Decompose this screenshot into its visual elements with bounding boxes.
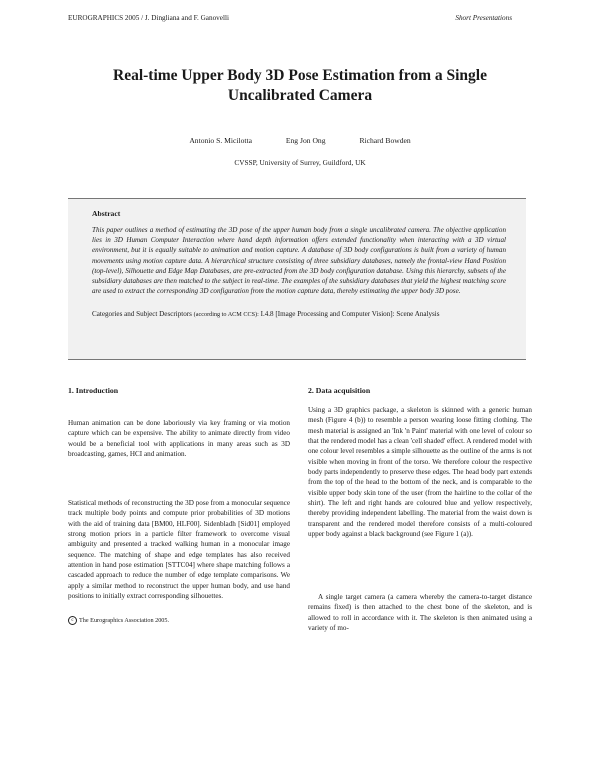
abstract-text: This paper outlines a method of estimating the 3D pose of the upper human body from a single uncalibrated camera. The objective application lies in 3D Human Computer Interaction where hand depth information offers extended functionality when interacting with a 3D virtual environment, but it is equally suitable to animation and motion capture. A database of 3D body configurations is built from a variety of human movements using motion capture data. A hierarchical structure consisting of three subsidiary databases, namely the frontal-view Hand Position (top-level), Silhouette and Edge Map Databases, are pre-extracted from the 3D body configuration database. Using this hierarchy, subsets of the subsidiary databases are then matched to the subject in real-time. The examples of the subsidiary databases that yield the highest matching score are used to extract the corresponding 3D configuration from the motion capture data, thereby estimating the upper body 3D pose. [92, 226, 506, 296]
title-line-1: Real-time Upper Body 3D Pose Estimation from a Single [113, 67, 487, 84]
categories-label: Categories and Subject Descriptors [92, 310, 192, 318]
author-list [0, 136, 600, 145]
categories-text: I.4.8 [Image Processing and Computer Vision]: Scene Analysis [260, 310, 440, 318]
running-header-left: EUROGRAPHICS 2005 / J. Dingliana and F. Ganovelli [68, 14, 229, 22]
running-header-right: Short Presentations [455, 14, 512, 22]
intro-paragraph-1: Human animation can be done laboriously via key framing or via motion capture which can be expensive. The ability to animate directly from video would be a beneficial tool with applications in many areas such as 3D broadcasting, games, HCI and animation. [68, 419, 290, 459]
section-heading-introduction: 1. Introduction [68, 386, 119, 395]
section-heading-data-acquisition: 2. Data acquisition [308, 386, 371, 395]
copyright-symbol-icon: c [68, 616, 77, 625]
author-name: Eng Jon Ong [285, 136, 326, 145]
categories-note: (according to ACM CCS): [193, 311, 259, 318]
intro-paragraph-2: Statistical methods of reconstructing the 3D pose from a monocular sequence track multiple body points and compute prior probabilities of 3D motions with the aid of training data [BM00, HLF00]. Sidenbladh [Sid01] employed strong motion priors in a particle filter framework to overcome visual ambiguity and presented a tracked walking human in a monocular image sequence. The matching of shape and edge templates has also received attention in hand pose estimation [STTC04] where shape matching follows a cascaded approach to reduce the number of edge template comparisons. We apply a similar method to reconstruct the upper human body, and use hand positions to initially extract corresponding silhouettes. [68, 499, 290, 601]
title-line-2: Uncalibrated Camera [227, 87, 373, 104]
affiliation: CVSSP, University of Surrey, Guildford, UK [234, 158, 366, 167]
abstract-heading: Abstract [92, 209, 121, 218]
abstract-box [68, 198, 526, 360]
copyright-text: The Eurographics Association 2005. [79, 616, 170, 624]
copyright-notice [68, 616, 169, 625]
author-name: Antonio S. Micilotta [189, 136, 252, 145]
categories-descriptors [92, 309, 506, 320]
paper-title [60, 66, 540, 106]
author-name: Richard Bowden [359, 136, 411, 145]
data-acquisition-paragraph-2: A single target camera (a camera whereby the camera-to-target distance remains fixed) is then attached to the chest bone of the skeleton, and is allowed to roll in accordance with it. The skeleton is then animated using a variety of mo- [308, 593, 532, 633]
data-acquisition-paragraph-1: Using a 3D graphics package, a skeleton is skinned with a generic human mesh (Figure 4 (b)) to resemble a person wearing loose fitting clothing. The mesh material is assigned an 'Ink 'n Paint' material with one level of colour so that the rendered model has a clean 'cell shaded' effect. A rendered model with one colour level resembles a simple silhouette as the outline of the arms is not visible when moving in front of the torso. We therefore colour the respective body parts independently to preserve these edges. The head body part extends from the top of the head to the bottom of the neck, and is comparable to the visible upper body skin tone of the user (from the hairline to the collar of the shirt). The left and right hands are coloured blue and yellow respectively, thereby providing independent labelling. The material from the waist down is transparent and the rendered model therefore consists of a multi-coloured upper body against a black background (see Figure 1 (a)). [308, 406, 532, 539]
